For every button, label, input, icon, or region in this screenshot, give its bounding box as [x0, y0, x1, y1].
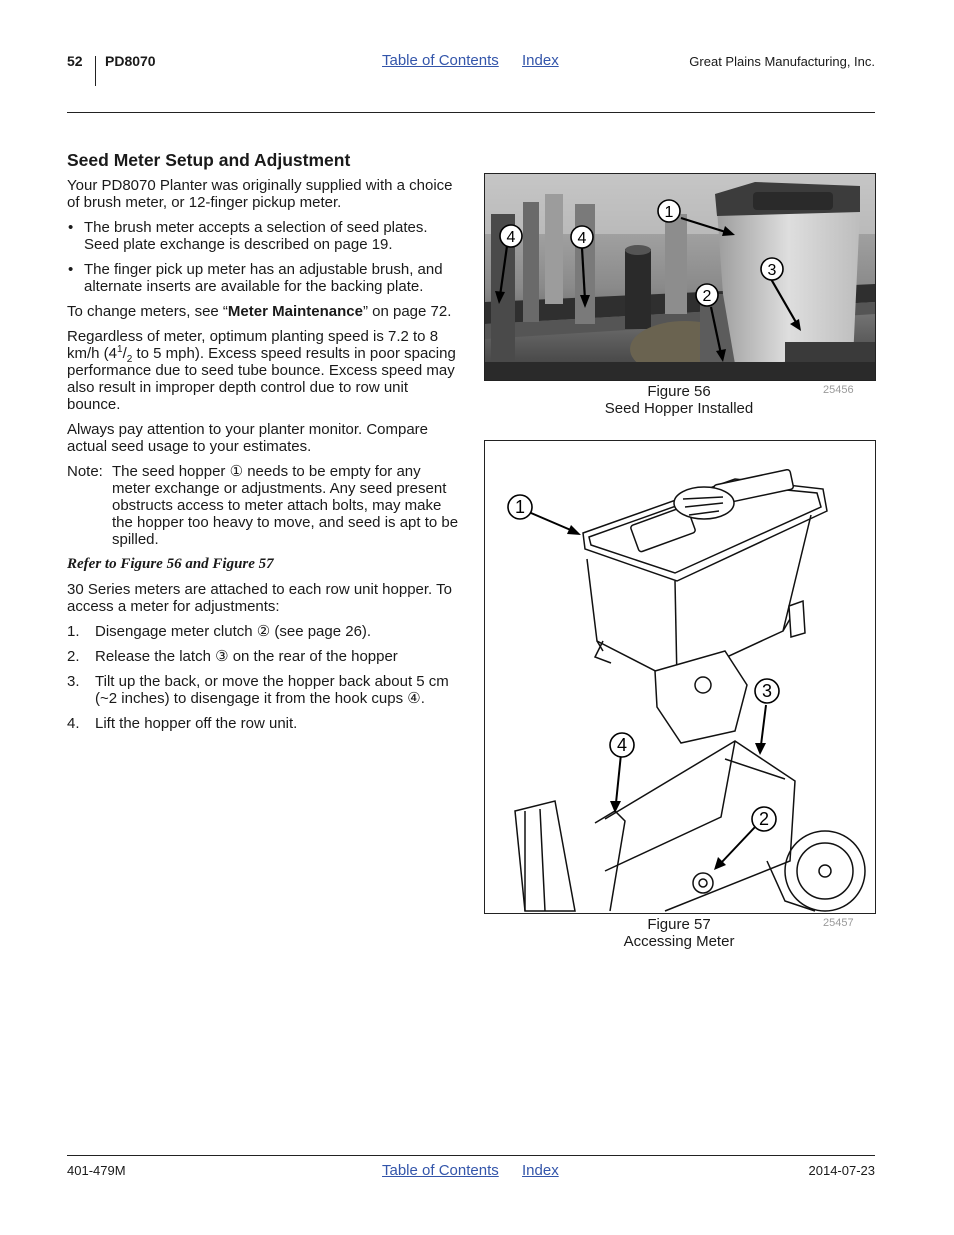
callout-1: 1 [664, 204, 674, 221]
step-text: Tilt up the back, or move the hopper back about 5 cm (~2 inches) to disengage it from the hook cups ④. [95, 673, 449, 707]
step-text: Release the latch ③ on the rear of the hopper [95, 648, 398, 665]
note-text: The seed hopper ① needs to be empty for any meter exchange or adjustments. Any seed present obstructs access to meter attach bolts, may make the hopper too heavy to move, and seed is apt to be spilled. [112, 463, 459, 548]
document-number: 401-479M [67, 1163, 126, 1178]
monitor-paragraph: Always pay attention to your planter monitor. Compare actual seed usage to your estimates. [67, 421, 429, 455]
footer-rule [67, 1155, 875, 1156]
callout-3: 3 [761, 681, 773, 701]
step-number: 4. [67, 715, 80, 732]
speed-text-b: to 5 mph). Excess speed results in poor spacing performance due to seed tube bounce. Excess speed may also result in improper depth control due to row unit bounce. [67, 345, 456, 413]
figure-57-drawing [484, 440, 876, 914]
figure-56-label: Figure 56 [647, 383, 711, 400]
figure-56-title: Seed Hopper Installed [604, 400, 754, 417]
step-number: 2. [67, 648, 80, 665]
note-label: Note: [67, 463, 103, 480]
fraction-slash: / [122, 345, 127, 362]
index-link[interactable]: Index [522, 52, 559, 69]
step-item [67, 673, 459, 707]
step-text: Lift the hopper off the row unit. [95, 715, 298, 732]
change-meters-paragraph [67, 303, 459, 320]
series-paragraph: 30 Series meters are attached to each row unit hopper. To access a meter for adjustments: [67, 581, 452, 615]
callout-1: 1 [514, 497, 526, 517]
callout-2: 2 [758, 809, 770, 829]
table-of-contents-link[interactable]: Table of Contents [382, 52, 499, 69]
note-block [67, 463, 459, 548]
fraction-numerator: 1 [117, 344, 123, 355]
speed-text-a: Regardless of meter, optimum planting speed is 7.2 to 8 km/h (4 [67, 328, 439, 362]
figure-57-label: Figure 57 [647, 916, 711, 933]
figure-57-title: Accessing Meter [623, 933, 735, 950]
step-item [67, 648, 459, 665]
bullet-item: • The brush meter accepts a selection of seed plates. Seed plate exchange is described on page 19. [67, 219, 459, 253]
callout-4: 4 [616, 735, 628, 755]
figure-56-photo [484, 173, 876, 381]
step-text: Disengage meter clutch ② (see page 26). [95, 623, 372, 640]
change-prefix: To change meters, see “ [67, 303, 228, 320]
company-name: Great Plains Manufacturing, Inc. [689, 54, 875, 69]
footer-table-of-contents-link[interactable]: Table of Contents [382, 1162, 499, 1179]
intro-paragraph: Your PD8070 Planter was originally supplied with a choice of brush meter, or 12-finger pickup meter. [67, 177, 453, 211]
header-rule [67, 112, 875, 113]
footer-index-link[interactable]: Index [522, 1162, 559, 1179]
figure-reference: Refer to Figure 56 and Figure 57 [67, 556, 274, 572]
header-divider [95, 56, 96, 86]
section-title: Seed Meter Setup and Adjustment [67, 150, 351, 170]
figure-56-caption [484, 383, 874, 417]
seed-hopper-photo [485, 174, 875, 380]
figure-56-number: 25456 [823, 384, 854, 396]
fraction-denominator: 2 [126, 354, 133, 365]
main-text-column [67, 150, 459, 740]
speed-paragraph [67, 328, 459, 413]
step-item [67, 623, 459, 640]
bullet-item: • The finger pick up meter has an adjustable brush, and alternate inserts are available for the backing plate. [67, 261, 459, 295]
step-number: 3. [67, 673, 80, 690]
callout-3: 3 [767, 262, 777, 279]
step-item [67, 715, 459, 732]
accessing-meter-drawing [485, 441, 875, 913]
steps-list [67, 623, 459, 732]
callout-2: 2 [702, 288, 712, 305]
callout-4: 4 [577, 230, 587, 247]
meter-maintenance-reference: Meter Maintenance [227, 303, 363, 320]
figure-57-caption [484, 916, 874, 950]
step-number: 1. [67, 623, 80, 640]
callout-4: 4 [506, 229, 516, 246]
publication-date: 2014-07-23 [808, 1163, 875, 1178]
model-name: PD8070 [105, 53, 156, 69]
change-suffix: ” on page 72. [362, 303, 452, 320]
meter-bullet-list [67, 219, 459, 295]
page-number: 52 [67, 53, 83, 69]
figure-57-number: 25457 [823, 917, 854, 929]
